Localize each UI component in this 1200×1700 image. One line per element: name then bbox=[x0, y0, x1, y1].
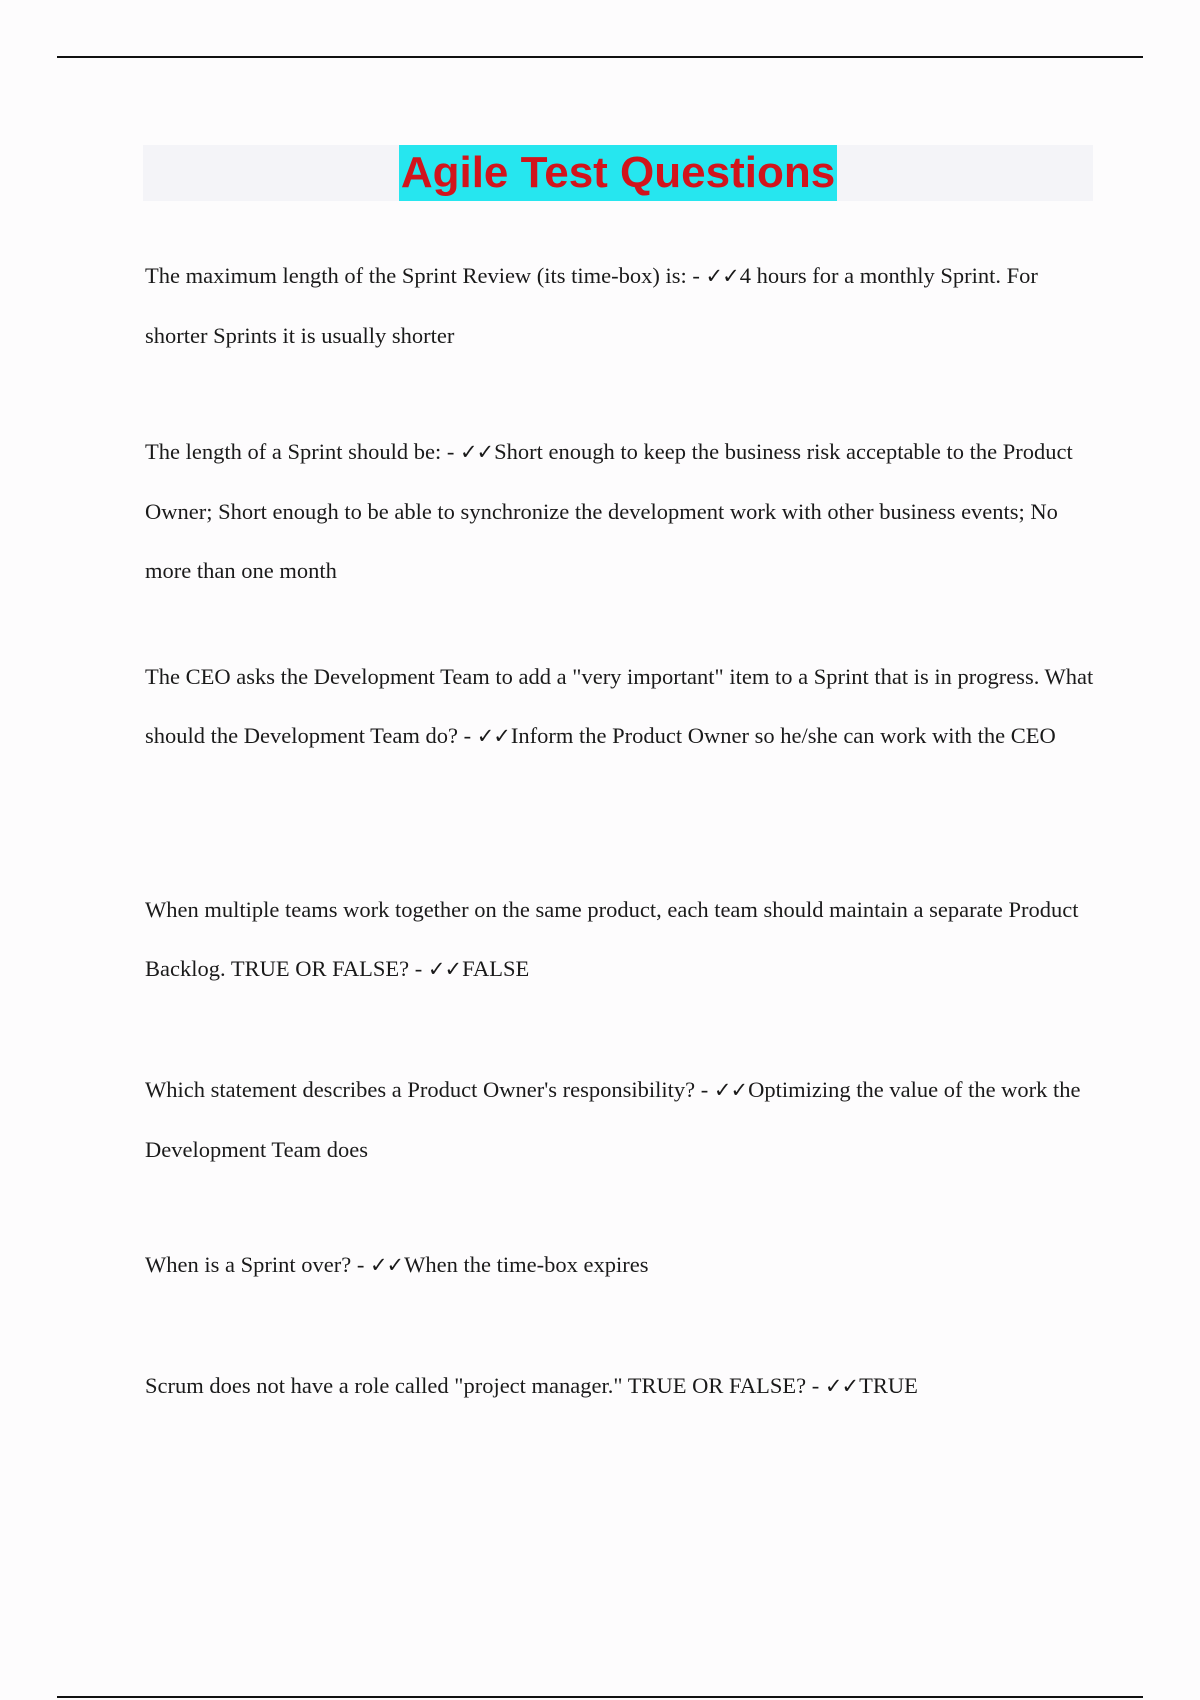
qa-item-4 bbox=[145, 880, 1095, 999]
qa-item-7 bbox=[145, 1356, 1095, 1416]
answer-text: When the time-box expires bbox=[404, 1252, 649, 1277]
qa-item-1 bbox=[145, 246, 1095, 365]
question-text: When multiple teams work together on the same product, each team should maintain a separate Product Backlog. TRUE OR FALSE? bbox=[145, 897, 1079, 981]
separator: - bbox=[409, 956, 428, 981]
double-check-icon: ✓✓ bbox=[427, 957, 462, 981]
separator: - bbox=[457, 723, 477, 748]
question-text: The maximum length of the Sprint Review (its time-box) is: bbox=[145, 263, 687, 288]
double-check-icon: ✓✓ bbox=[713, 1078, 748, 1102]
qa-item-3 bbox=[145, 647, 1095, 766]
question-text: The CEO asks the Development Team to add a "very important" item to a Sprint that is in progress. What should the Development Team do? bbox=[145, 664, 1094, 748]
answer-text: FALSE bbox=[462, 956, 530, 981]
answer-text: Optimizing the value of the work the Development Team does bbox=[145, 1077, 1081, 1162]
top-rule bbox=[57, 56, 1143, 58]
separator: - bbox=[441, 439, 460, 464]
qa-item-2 bbox=[145, 422, 1095, 600]
question-text: Which statement describes a Product Owner's responsibility? bbox=[145, 1077, 696, 1102]
separator: - bbox=[806, 1373, 825, 1398]
separator: - bbox=[351, 1252, 370, 1277]
answer-text: 4 hours for a monthly Sprint. For shorter Sprints it is usually shorter bbox=[145, 263, 1038, 348]
qa-item-5 bbox=[145, 1060, 1095, 1179]
title-band bbox=[143, 145, 1093, 201]
bottom-rule bbox=[57, 1696, 1143, 1698]
answer-text: Short enough to keep the business risk acceptable to the Product Owner; Short enough to be able to synchronize the development work with other business events; No more than one month bbox=[145, 439, 1073, 583]
double-check-icon: ✓✓ bbox=[705, 264, 739, 288]
double-check-icon: ✓✓ bbox=[476, 724, 510, 748]
double-check-icon: ✓✓ bbox=[824, 1374, 859, 1398]
answer-text: Inform the Product Owner so he/she can work with the CEO bbox=[510, 723, 1056, 748]
separator: - bbox=[686, 263, 706, 288]
document-title: Agile Test Questions bbox=[399, 145, 837, 201]
separator: - bbox=[695, 1077, 714, 1102]
qa-item-6 bbox=[145, 1235, 1095, 1295]
question-text: Scrum does not have a role called "project manager." TRUE OR FALSE? bbox=[145, 1373, 807, 1398]
question-text: The length of a Sprint should be: bbox=[145, 439, 442, 464]
answer-text: TRUE bbox=[859, 1373, 918, 1398]
double-check-icon: ✓✓ bbox=[369, 1253, 404, 1277]
question-text: When is a Sprint over? bbox=[145, 1252, 352, 1277]
double-check-icon: ✓✓ bbox=[459, 440, 494, 464]
